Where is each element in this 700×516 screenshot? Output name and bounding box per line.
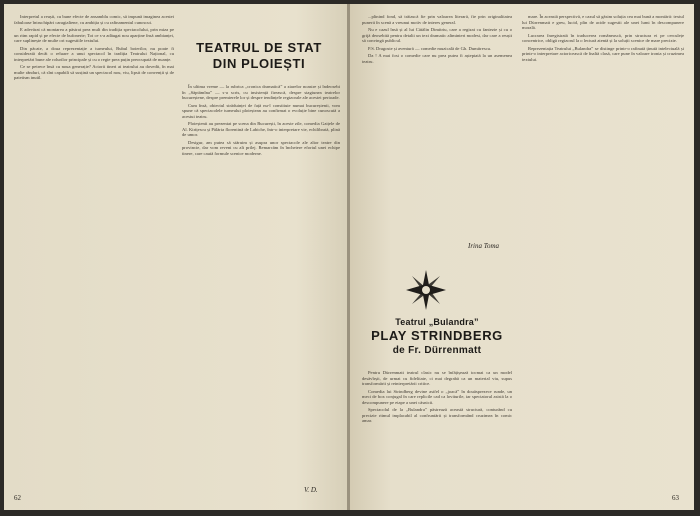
paragraph: ...plinind fond, să trăiască fie prin valoarea literară, fie prin originalitatea punerii în scenă a vreunui motiv de interes general. <box>362 14 512 25</box>
left-page-column-2 <box>182 84 340 484</box>
page-number: 63 <box>672 494 679 502</box>
article-title: PLAY STRINDBERG <box>371 328 503 343</box>
article-kicker: Teatrul „Bulandra” <box>395 317 479 327</box>
paragraph: Lucrarea înregistrată în traducerea românească, prin structura ei pe cerculețe concentrice, obligă regizorul la o lectură atentă și la soluții scenice de mare precizie. <box>522 32 684 44</box>
right-page-column-3 <box>362 370 512 494</box>
paragraph: Ce se petrece însă cu noua generație? Actorii tineri ai teatrului au dovedit, în mai multe rânduri, că sînt capabili să susțină un spectacol nou, viu, lipsit de convenții și de patetism inutil. <box>14 64 174 81</box>
article-signature: V. D. <box>304 486 318 494</box>
left-page-column-1 <box>14 14 174 494</box>
article-author: de Fr. Dürrenmatt <box>392 345 482 356</box>
paragraph: Da ! A mai fost o comedie care nu prea putea fi așteptată la un asemenea teatru. <box>362 52 512 64</box>
paragraph: Cum însă, obiectul străduinței de față nu-l constituie numai bucureștenii, vom spune că spectacolele turneului ploieștean au confirmat o evoluție bine cunoscută a acestui teatru. <box>182 102 340 119</box>
paragraph: Pentru Dürrenmatt teatrul clasic nu se înfățișează tocmai ca un model desăvîrșit, de urmat cu fidelitate, ci mai degrabă ca un material viu, supus transformării și reinterpretării critice. <box>362 370 512 387</box>
paragraph: În ultima vreme — la rubrica „cronica dramatică” a ziarelor noastre și îndeosebi în „Săptămîna” — s-a scris, cu insistență firească, despre stagiunea teatrelor bucureștene, despre premierele lor și despre tendințele regizorale ale acestei perioade. <box>182 84 340 101</box>
article-header <box>362 316 512 357</box>
article-signature: Irina Toma <box>468 242 500 250</box>
paragraph: Reprezentația Teatrului „Bulandra” se distinge printr-o rafinată ținută intelectuală și printr-o interpretare actoricească de înaltă clasă, care pune în valoare ironia și cruzimea textului. <box>522 45 684 62</box>
paragraph: Interpretul a reușit, cu bune efecte de ansamblu comic, să impună imaginea acestei fabuloase întruchipări caragialiene, cu ambiția și cu rafinamentul cunoscut. <box>14 14 174 25</box>
right-page-column-2 <box>522 14 684 494</box>
paragraph: Ploieștenii au prezentat pe scena din București, în aceste zile, comedia Gaițele de Al. Kirițescu și Pălăria florentină de Labiche, într-o interpretare vie, echilibrată, plină de umor. <box>182 121 340 138</box>
paragraph: Nu e cazul însă și al lui Cătălin Dimitriu, care a regizat cu fantezie și cu o grijă deosebită pentru detalii un text dramatic altminteri modest, dar care a reușit să convingă publicul. <box>362 26 512 44</box>
page-number: 62 <box>14 494 21 502</box>
paragraph: Desigur, am putea să stăruim și asupra unor spectacole ale altor teatre din provincie, dar vom reveni cu alt prilej. Remarcăm în încheiere efortul unei echipe tinere, care caută formule scenice moderne. <box>182 139 340 156</box>
left-page <box>4 4 348 510</box>
paragraph: P.S. Dragoste și aventură — comedie muzicală de Gh. Dumitrescu. <box>368 45 492 51</box>
star-ornament-icon <box>406 270 446 310</box>
article-title: TEATRUL DE STAT DIN PLOIEȘTI <box>196 40 322 71</box>
paragraph: mare. În această perspectivă, e cazul să găsim soluția cea mai bună a montării: textul lui Dürrenmatt e greu, lucid, plin de acide sugestii ale unei lumi în descompunere morală. <box>522 14 684 31</box>
paragraph: Spectacolul de la „Bulandra” păstrează această structură, conturând cu precizie ritmul implacabil al confruntării și transformând cruzimea în comic amar. <box>362 407 512 424</box>
paragraph: Din păcate, a doua reprezentație a turneului, Bubul boierilor, nu poate fi considerată decât o reluare a unui spectacol în tradiția Teatrului Național, cu interpretări bune ale rolurilor principale și cu o regie prea puțin preocupată de nuanțe. <box>14 45 174 62</box>
paragraph: E adevărat că montarea a păstrat prea mult din tradiția spectacolului, prin miza pe un ritm rapid și pe efecte de bufonerie; Tot ce s-a adăugat nou aparține însă ambianței, care suplinește de multe ori sugestiile textului. <box>14 26 174 44</box>
paragraph: Comedia lui Strindberg devine astfel o „joacă” în douăsprezece runde, un meci de box conjugal în care replicile cad ca loviturile, iar spectatorul asistă la o descompunere pe etape a unei căsnicii. <box>362 388 512 405</box>
right-page-column-1 <box>362 14 512 240</box>
right-page <box>350 4 694 510</box>
